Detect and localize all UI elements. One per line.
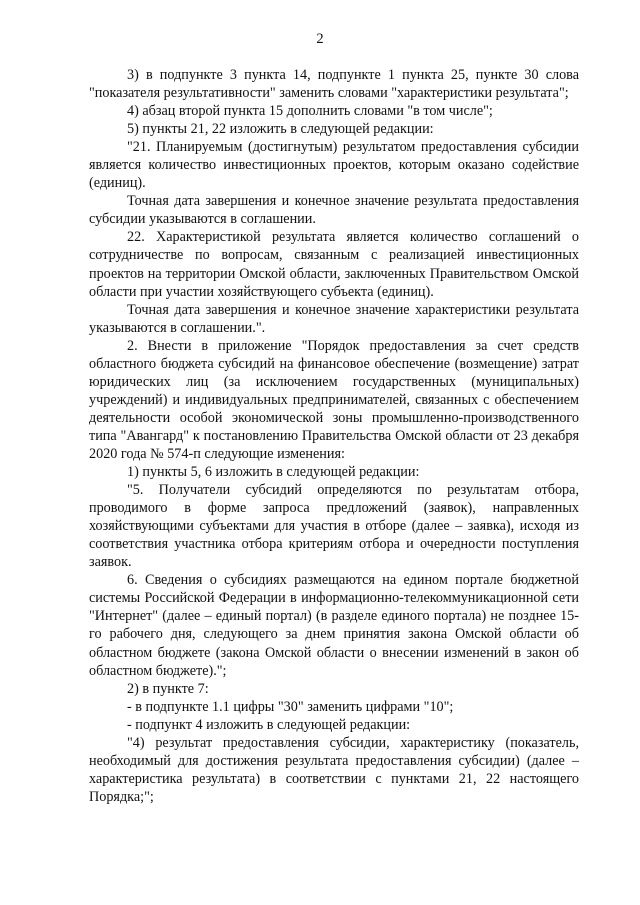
paragraph-subitem-4-text: "4) результат предоставления субсидии, характеристику (показатель, необходимый для достижения результата предоставления субсидии) (далее – характеристика результата) в соответствии с пунктами 21, 22 настоящего Порядка;"; <box>89 734 579 805</box>
paragraph-subitem-1-1: - в подпункте 1.1 цифры "30" заменить цифрами "10"; <box>127 698 454 715</box>
page-number: 2 <box>316 31 324 47</box>
paragraph-clause-6: 6. Сведения о субсидиях размещаются на едином портале бюджетной системы Российской Федерации в информационно-телекоммуникационной сети "Интернет" (далее – единый портал) (в разделе единого портала) не позднее 15-го рабочего дня, следующего за днем принятия закона Омской области об областном бюджете (закона Омской области о внесении изменений в закон об областном бюджете)."; <box>89 572 579 679</box>
paragraph-section-2: 2. Внести в приложение "Порядок предоставления за счет средств областного бюджета субсидий на финансовое обеспечение (возмещение) затрат юридических лиц (за исключением государственных (муниципальных) учреждений) и индивидуальных предпринимателей, связанных с обеспечением деятельности особой экономической зоны промышленно-производственного типа "Авангард" к постановлению Правительства Омской области от 23 декабря 2020 года № 574-п следующие изменения: <box>89 337 579 462</box>
paragraph-amend-item-4: 4) абзац второй пункта 15 дополнить словами "в том числе"; <box>127 103 493 120</box>
paragraph-clause-22: 22. Характеристикой результата является количество соглашений о сотрудничестве по вопросам, связанным с реализацией инвестиционных проектов на территории Омской области, заключенных Правительством Омской области при участии хозяйствующего субъекта (единиц). <box>89 229 579 300</box>
paragraph-amend-item-3: 3) в подпункте 3 пункта 14, подпункте 1 пункта 25, пункте 30 слова "показателя результативности" заменить словами "характеристики результата"; <box>89 67 579 102</box>
paragraph-section-2-item-2: 2) в пункте 7: <box>127 680 209 697</box>
paragraph-clause-22-date: Точная дата завершения и конечное значение характеристики результата указываются в соглашении.". <box>89 301 579 336</box>
paragraph-clause-21-date: Точная дата завершения и конечное значение результата предоставления субсидии указываются в соглашении. <box>89 193 579 228</box>
paragraph-subitem-4: - подпункт 4 изложить в следующей редакции: <box>127 716 411 733</box>
paragraph-clause-21: "21. Планируемым (достигнутым) результатом предоставления субсидии является количество инвестиционных проектов, которым оказано содействие (единиц). <box>89 139 579 192</box>
paragraph-clause-5: "5. Получатели субсидий определяются по результатам отбора, проводимого в форме запроса предложений (заявок), направленных хозяйствующими субъектами для участия в отборе (далее – заявка), исходя из соответствия участника отбора критериям отбора и очередности поступления заявок. <box>89 482 579 571</box>
document-body <box>89 66 579 806</box>
paragraph-section-2-item-1: 1) пункты 5, 6 изложить в следующей редакции: <box>127 464 420 481</box>
paragraph-amend-item-5: 5) пункты 21, 22 изложить в следующей редакции: <box>127 121 434 138</box>
